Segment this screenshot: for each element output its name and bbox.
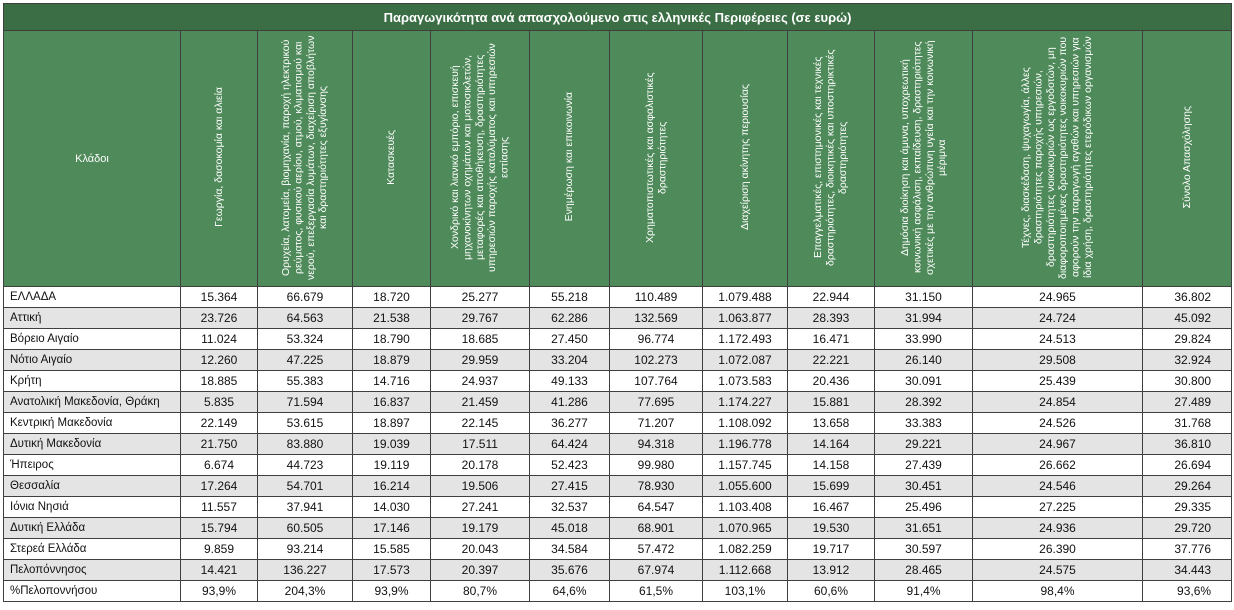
table-cell: 55.218 — [530, 287, 610, 308]
table-cell: 107.764 — [610, 371, 703, 392]
table-cell: 1.157.745 — [703, 455, 788, 476]
table-cell: 13.912 — [788, 560, 875, 581]
table-cell: 64.547 — [610, 497, 703, 518]
table-cell: 11.557 — [181, 497, 258, 518]
table-cell: 47.225 — [258, 350, 353, 371]
table-cell: 32.537 — [530, 497, 610, 518]
table-cell: 29.720 — [1143, 518, 1232, 539]
table-cell: 64.424 — [530, 434, 610, 455]
table-cell: 21.750 — [181, 434, 258, 455]
table-cell: 1.063.877 — [703, 308, 788, 329]
column-header-label: Επαγγελματικές, επιστημονικές και τεχνικές δραστηριότητες, διοικητικές και υποστηρικτικές δραστηριότητες — [812, 48, 850, 266]
table-cell: 37.776 — [1143, 539, 1232, 560]
row-label: Στερεά Ελλάδα — [4, 539, 181, 560]
table-cell: 27.241 — [431, 497, 530, 518]
table-row — [4, 308, 1232, 329]
table-cell: 1.079.488 — [703, 287, 788, 308]
table-cell: 9.859 — [181, 539, 258, 560]
table-cell: 49.133 — [530, 371, 610, 392]
table-cell: 12.260 — [181, 350, 258, 371]
table-cell: 16.467 — [788, 497, 875, 518]
table-cell: 98,4% — [973, 581, 1143, 602]
table-cell: 1.108.092 — [703, 413, 788, 434]
table-cell: 26.390 — [973, 539, 1143, 560]
table-cell: 20.397 — [431, 560, 530, 581]
table-cell: 19.119 — [353, 455, 431, 476]
table-cell: 29.264 — [1143, 476, 1232, 497]
column-header-row — [4, 31, 1232, 287]
column-header — [258, 31, 353, 287]
table-cell: 24.513 — [973, 329, 1143, 350]
table-cell: 6.674 — [181, 455, 258, 476]
table-cell: 18.879 — [353, 350, 431, 371]
column-header-label: Χονδρικό και λιανικό εμπόριο, επισκευή μηχανοκίνητων οχημάτων και μοτοσικλετών, μεταφορές και αποθήκευση, δραστηριότητες υπηρεσιών παροχής καταλύματος και υπηρεσιών εστίασης — [449, 42, 511, 272]
table-cell: 24.724 — [973, 308, 1143, 329]
table-cell: 60,6% — [788, 581, 875, 602]
table-cell: 44.723 — [258, 455, 353, 476]
table-cell: 23.726 — [181, 308, 258, 329]
table-cell: 17.264 — [181, 476, 258, 497]
title-row — [4, 4, 1232, 31]
table-cell: 5.835 — [181, 392, 258, 413]
table-cell: 93,9% — [353, 581, 431, 602]
table-cell: 52.423 — [530, 455, 610, 476]
table-cell: 26.140 — [875, 350, 973, 371]
table-row — [4, 581, 1232, 602]
table-row — [4, 455, 1232, 476]
table-cell: 18.790 — [353, 329, 431, 350]
table-cell: 45.092 — [1143, 308, 1232, 329]
column-header — [973, 31, 1143, 287]
table-cell: 20.043 — [431, 539, 530, 560]
table-cell: 31.150 — [875, 287, 973, 308]
table-cell: 24.526 — [973, 413, 1143, 434]
table-cell: 64,6% — [530, 581, 610, 602]
table-row — [4, 434, 1232, 455]
productivity-table — [3, 3, 1232, 602]
table-cell: 1.103.408 — [703, 497, 788, 518]
column-header — [788, 31, 875, 287]
table-cell: 28.392 — [875, 392, 973, 413]
table-cell: 19.039 — [353, 434, 431, 455]
table-cell: 57.472 — [610, 539, 703, 560]
table-cell: 15.699 — [788, 476, 875, 497]
table-cell: 36.277 — [530, 413, 610, 434]
table-cell: 31.768 — [1143, 413, 1232, 434]
table-cell: 93.214 — [258, 539, 353, 560]
table-cell: 1.072.087 — [703, 350, 788, 371]
table-cell: 31.994 — [875, 308, 973, 329]
table-cell: 29.508 — [973, 350, 1143, 371]
table-cell: 17.146 — [353, 518, 431, 539]
table-cell: 24.575 — [973, 560, 1143, 581]
table-cell: 13.658 — [788, 413, 875, 434]
table-row — [4, 371, 1232, 392]
table-cell: 22.149 — [181, 413, 258, 434]
table-cell: 15.794 — [181, 518, 258, 539]
column-header-label: Δημόσια διοίκηση και άμυνα, υποχρεωτική κοινωνική ασφάλιση, εκπαίδευση, δραστηριότητες σχετικές με την ανθρώπινη υγεία και την κοινωνική μέριμνα — [898, 39, 948, 275]
table-cell: 14.158 — [788, 455, 875, 476]
table-cell: 71.594 — [258, 392, 353, 413]
table-cell: 1.082.259 — [703, 539, 788, 560]
row-label: ΕΛΛΑΔΑ — [4, 287, 181, 308]
row-label: Κρήτη — [4, 371, 181, 392]
table-cell: 1.070.965 — [703, 518, 788, 539]
row-label: Δυτική Μακεδονία — [4, 434, 181, 455]
table-cell: 1.196.778 — [703, 434, 788, 455]
table-cell: 83.880 — [258, 434, 353, 455]
table-cell: 67.974 — [610, 560, 703, 581]
table-cell: 29.767 — [431, 308, 530, 329]
table-cell: 36.810 — [1143, 434, 1232, 455]
table-cell: 1.055.600 — [703, 476, 788, 497]
table-cell: 24.936 — [973, 518, 1143, 539]
table-cell: 102.273 — [610, 350, 703, 371]
table-cell: 19.506 — [431, 476, 530, 497]
table-cell: 93,9% — [181, 581, 258, 602]
table-row — [4, 539, 1232, 560]
column-header-label: Ορυχεία, λατομεία, βιομηχανία, παροχή ηλεκτρικού ρεύματος, φυσικού αερίου, ατμού, κλιματισμού και νερού, επεξεργασία λυμάτων, διαχείριση αποβλήτων και δραστηριότητες εξυγίανσης — [280, 34, 330, 280]
table-cell: 37.941 — [258, 497, 353, 518]
table-cell: 15.881 — [788, 392, 875, 413]
table-cell: 29.959 — [431, 350, 530, 371]
table-cell: 25.439 — [973, 371, 1143, 392]
table-cell: 24.546 — [973, 476, 1143, 497]
table-cell: 93,6% — [1143, 581, 1232, 602]
table-cell: 33.990 — [875, 329, 973, 350]
column-header-label: Ενημέρωση και επικοινωνία — [563, 92, 576, 222]
table-cell: 19.717 — [788, 539, 875, 560]
column-header-label: Διαχείριση ακίνητης περιουσίας — [738, 84, 751, 230]
table-cell: 34.443 — [1143, 560, 1232, 581]
table-cell: 20.178 — [431, 455, 530, 476]
table-cell: 19.530 — [788, 518, 875, 539]
table-cell: 30.091 — [875, 371, 973, 392]
table-cell: 11.024 — [181, 329, 258, 350]
column-header — [431, 31, 530, 287]
column-header-label: Τέχνες, διασκέδαση, ψυχαγωγία, άλλες δραστηριότητες παροχής υπηρεσιών, δραστηριότητες νοικοκυριών ως εργοδοτών, μη διαφοροποιημένες δραστηριότητες νοικοκυριών που αφορούν την παραγωγή αγαθών και υπηρεσιών για ίδια χρήση, δραστηριότητες ετερόδικων οργανισμών — [1020, 35, 1095, 279]
table-cell: 25.277 — [431, 287, 530, 308]
table-cell: 68.901 — [610, 518, 703, 539]
table-cell: 14.164 — [788, 434, 875, 455]
table-cell: 21.538 — [353, 308, 431, 329]
table-row — [4, 497, 1232, 518]
column-header — [610, 31, 703, 287]
table-cell: 18.885 — [181, 371, 258, 392]
table-cell: 30.597 — [875, 539, 973, 560]
table-cell: 19.179 — [431, 518, 530, 539]
table-cell: 30.800 — [1143, 371, 1232, 392]
column-header — [1143, 31, 1232, 287]
table-cell: 27.439 — [875, 455, 973, 476]
column-header-sectors — [4, 31, 181, 287]
table-cell: 20.436 — [788, 371, 875, 392]
table-cell: 71.207 — [610, 413, 703, 434]
table-cell: 33.383 — [875, 413, 973, 434]
table-cell: 204,3% — [258, 581, 353, 602]
table-cell: 61,5% — [610, 581, 703, 602]
table-row — [4, 413, 1232, 434]
table-cell: 30.451 — [875, 476, 973, 497]
table-cell: 32.924 — [1143, 350, 1232, 371]
table-cell: 136.227 — [258, 560, 353, 581]
table-cell: 17.573 — [353, 560, 431, 581]
row-label: Κεντρική Μακεδονία — [4, 413, 181, 434]
table-cell: 1.174.227 — [703, 392, 788, 413]
table-cell: 64.563 — [258, 308, 353, 329]
table-cell: 26.694 — [1143, 455, 1232, 476]
table-cell: 53.615 — [258, 413, 353, 434]
table-row — [4, 392, 1232, 413]
table-cell: 14.421 — [181, 560, 258, 581]
table-cell: 28.465 — [875, 560, 973, 581]
table-cell: 41.286 — [530, 392, 610, 413]
column-header — [703, 31, 788, 287]
table-cell: 24.967 — [973, 434, 1143, 455]
row-label: Αττική — [4, 308, 181, 329]
table-cell: 55.383 — [258, 371, 353, 392]
column-header — [181, 31, 258, 287]
table-cell: 26.662 — [973, 455, 1143, 476]
table-cell: 36.802 — [1143, 287, 1232, 308]
table-cell: 16.471 — [788, 329, 875, 350]
row-label: %Πελοποννήσου — [4, 581, 181, 602]
productivity-table-container — [3, 3, 1231, 602]
table-cell: 16.837 — [353, 392, 431, 413]
table-row — [4, 560, 1232, 581]
table-cell: 91,4% — [875, 581, 973, 602]
column-header-label: Σύνολο Απασχόλησης — [1180, 105, 1193, 209]
table-title: Παραγωγικότητα ανά απασχολούμενο στις ελληνικές Περιφέρειες (σε ευρώ) — [4, 4, 1232, 31]
table-cell: 132.569 — [610, 308, 703, 329]
row-label: Πελοπόννησος — [4, 560, 181, 581]
column-header — [875, 31, 973, 287]
table-cell: 99.980 — [610, 455, 703, 476]
table-cell: 31.651 — [875, 518, 973, 539]
table-row — [4, 287, 1232, 308]
table-row — [4, 518, 1232, 539]
table-cell: 22.145 — [431, 413, 530, 434]
table-cell: 17.511 — [431, 434, 530, 455]
table-cell: 25.496 — [875, 497, 973, 518]
table-cell: 18.685 — [431, 329, 530, 350]
row-label: Θεσσαλία — [4, 476, 181, 497]
table-cell: 27.489 — [1143, 392, 1232, 413]
table-cell: 15.585 — [353, 539, 431, 560]
table-cell: 24.965 — [973, 287, 1143, 308]
table-row — [4, 476, 1232, 497]
table-cell: 66.679 — [258, 287, 353, 308]
table-cell: 22.221 — [788, 350, 875, 371]
table-cell: 34.584 — [530, 539, 610, 560]
row-label: Νότιο Αιγαίο — [4, 350, 181, 371]
row-label: Ήπειρος — [4, 455, 181, 476]
table-body — [4, 287, 1232, 602]
table-cell: 33.204 — [530, 350, 610, 371]
table-cell: 27.415 — [530, 476, 610, 497]
table-cell: 24.854 — [973, 392, 1143, 413]
table-cell: 1.172.493 — [703, 329, 788, 350]
table-cell: 1.073.583 — [703, 371, 788, 392]
table-cell: 14.716 — [353, 371, 431, 392]
column-header-label: Κλάδοι — [75, 152, 109, 165]
table-cell: 27.225 — [973, 497, 1143, 518]
table-cell: 22.944 — [788, 287, 875, 308]
table-cell: 96.774 — [610, 329, 703, 350]
table-cell: 54.701 — [258, 476, 353, 497]
table-cell: 77.695 — [610, 392, 703, 413]
table-cell: 18.897 — [353, 413, 431, 434]
row-label: Δυτική Ελλάδα — [4, 518, 181, 539]
table-cell: 45.018 — [530, 518, 610, 539]
row-label: Ιόνια Νησιά — [4, 497, 181, 518]
table-cell: 29.824 — [1143, 329, 1232, 350]
table-cell: 80,7% — [431, 581, 530, 602]
row-label: Βόρειο Αιγαίο — [4, 329, 181, 350]
table-cell: 14.030 — [353, 497, 431, 518]
table-cell: 110.489 — [610, 287, 703, 308]
table-cell: 28.393 — [788, 308, 875, 329]
table-cell: 103,1% — [703, 581, 788, 602]
table-cell: 21.459 — [431, 392, 530, 413]
table-row — [4, 329, 1232, 350]
table-cell: 53.324 — [258, 329, 353, 350]
row-label: Ανατολική Μακεδονία, Θράκη — [4, 392, 181, 413]
table-cell: 60.505 — [258, 518, 353, 539]
table-cell: 15.364 — [181, 287, 258, 308]
table-row — [4, 350, 1232, 371]
column-header-label: Γεωργία, δασοκομία και αλιεία — [212, 87, 225, 227]
table-cell: 29.221 — [875, 434, 973, 455]
table-cell: 35.676 — [530, 560, 610, 581]
table-cell: 18.720 — [353, 287, 431, 308]
table-cell: 94.318 — [610, 434, 703, 455]
table-cell: 24.937 — [431, 371, 530, 392]
table-cell: 27.450 — [530, 329, 610, 350]
table-cell: 62.286 — [530, 308, 610, 329]
column-header — [353, 31, 431, 287]
column-header — [530, 31, 610, 287]
column-header-label: Κατασκευές — [385, 129, 398, 185]
table-cell: 1.112.668 — [703, 560, 788, 581]
table-cell: 16.214 — [353, 476, 431, 497]
table-cell: 29.335 — [1143, 497, 1232, 518]
table-cell: 78.930 — [610, 476, 703, 497]
column-header-label: Χρηματοπιστωτικές και ασφαλιστικές δραστηριότητες — [643, 71, 668, 243]
